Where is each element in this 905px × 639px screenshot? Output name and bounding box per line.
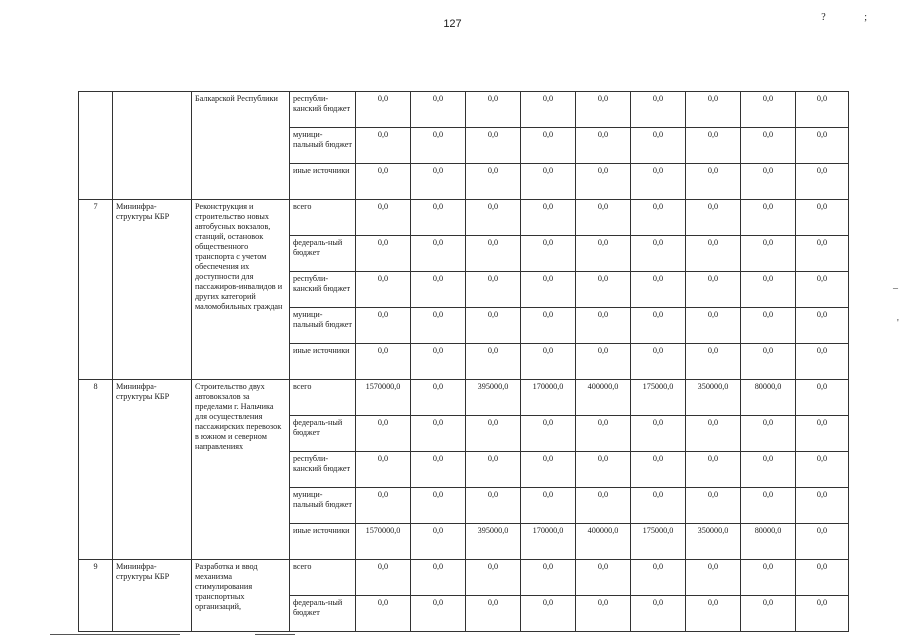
value-cell: 0,0 (466, 92, 521, 128)
value-cell: 0,0 (796, 452, 849, 488)
funding-source-cell: иные источники (290, 524, 356, 560)
measure-cell: Балкарской Республики (192, 92, 290, 200)
value-cell: 0,0 (631, 236, 686, 272)
value-cell: 0,0 (576, 308, 631, 344)
value-cell: 0,0 (356, 272, 411, 308)
value-cell: 0,0 (356, 308, 411, 344)
value-cell: 0,0 (466, 272, 521, 308)
value-cell: 0,0 (796, 380, 849, 416)
value-cell: 0,0 (356, 344, 411, 380)
value-cell: 0,0 (796, 200, 849, 236)
value-cell: 0,0 (686, 236, 741, 272)
value-cell: 0,0 (521, 128, 576, 164)
value-cell: 0,0 (631, 308, 686, 344)
value-cell: 0,0 (686, 128, 741, 164)
value-cell: 170000,0 (521, 380, 576, 416)
value-cell: 0,0 (411, 344, 466, 380)
executor-cell: Мининфра-структуры КБР (113, 560, 192, 632)
value-cell: 400000,0 (576, 524, 631, 560)
value-cell: 0,0 (576, 596, 631, 632)
executor-cell: Мининфра-структуры КБР (113, 200, 192, 380)
funding-source-cell: всего (290, 560, 356, 596)
row-number-cell (79, 92, 113, 200)
value-cell: 0,0 (686, 416, 741, 452)
value-cell: 0,0 (686, 452, 741, 488)
value-cell: 0,0 (686, 344, 741, 380)
value-cell: 0,0 (686, 200, 741, 236)
value-cell: 395000,0 (466, 380, 521, 416)
value-cell: 0,0 (741, 344, 796, 380)
value-cell: 0,0 (631, 452, 686, 488)
value-cell: 0,0 (466, 200, 521, 236)
value-cell: 0,0 (521, 200, 576, 236)
value-cell: 0,0 (411, 272, 466, 308)
value-cell: 0,0 (741, 200, 796, 236)
value-cell: 0,0 (521, 596, 576, 632)
table-body (79, 92, 849, 632)
value-cell: 0,0 (466, 560, 521, 596)
value-cell: 0,0 (631, 92, 686, 128)
value-cell: 0,0 (576, 92, 631, 128)
value-cell: 0,0 (631, 164, 686, 200)
value-cell: 0,0 (631, 560, 686, 596)
value-cell: 0,0 (411, 92, 466, 128)
value-cell: 0,0 (741, 164, 796, 200)
value-cell: 0,0 (576, 488, 631, 524)
funding-source-cell: республи-канский бюджет (290, 92, 356, 128)
value-cell: 0,0 (741, 308, 796, 344)
table-row (79, 380, 849, 416)
value-cell: 0,0 (796, 272, 849, 308)
value-cell: 0,0 (411, 236, 466, 272)
scan-artifact-line (50, 634, 180, 635)
funding-source-cell: иные источники (290, 164, 356, 200)
value-cell: 0,0 (411, 524, 466, 560)
table-row (79, 92, 849, 128)
value-cell: 0,0 (631, 200, 686, 236)
value-cell: 350000,0 (686, 380, 741, 416)
value-cell: 0,0 (741, 560, 796, 596)
funding-source-cell: республи-канский бюджет (290, 272, 356, 308)
value-cell: 0,0 (796, 344, 849, 380)
value-cell: 0,0 (741, 596, 796, 632)
funding-source-cell: республи-канский бюджет (290, 452, 356, 488)
value-cell: 0,0 (356, 488, 411, 524)
value-cell: 0,0 (356, 200, 411, 236)
value-cell: 0,0 (521, 416, 576, 452)
funding-source-cell: муници-пальный бюджет (290, 128, 356, 164)
value-cell: 0,0 (521, 560, 576, 596)
executor-cell: Мининфра-структуры КБР (113, 380, 192, 560)
value-cell: 0,0 (356, 92, 411, 128)
value-cell: 0,0 (411, 380, 466, 416)
value-cell: 0,0 (631, 416, 686, 452)
value-cell: 0,0 (741, 488, 796, 524)
value-cell: 0,0 (356, 452, 411, 488)
page-number: 127 (443, 18, 462, 30)
value-cell: 0,0 (631, 344, 686, 380)
value-cell: 0,0 (521, 344, 576, 380)
value-cell: 0,0 (796, 308, 849, 344)
budget-table (78, 91, 849, 632)
funding-source-cell: муници-пальный бюджет (290, 488, 356, 524)
table-row (79, 200, 849, 236)
value-cell: 0,0 (631, 488, 686, 524)
value-cell: 0,0 (741, 236, 796, 272)
value-cell: 0,0 (411, 308, 466, 344)
value-cell: 0,0 (796, 560, 849, 596)
value-cell: 0,0 (411, 452, 466, 488)
value-cell: 0,0 (466, 344, 521, 380)
value-cell: 0,0 (686, 164, 741, 200)
value-cell: 0,0 (796, 164, 849, 200)
executor-cell (113, 92, 192, 200)
value-cell: 0,0 (686, 488, 741, 524)
value-cell: 0,0 (466, 416, 521, 452)
value-cell: 1570000,0 (356, 380, 411, 416)
value-cell: 0,0 (796, 128, 849, 164)
value-cell: 0,0 (576, 128, 631, 164)
value-cell: 0,0 (796, 236, 849, 272)
value-cell: 0,0 (686, 560, 741, 596)
value-cell: 0,0 (466, 488, 521, 524)
value-cell: 350000,0 (686, 524, 741, 560)
measure-cell: Реконструкция и строительство новых автобусных вокзалов, станций, остановок общественного транспорта с учетом обеспечения их доступности для пассажиров-инвалидов и других категорий маломобильных граждан (192, 200, 290, 380)
funding-source-cell: всего (290, 380, 356, 416)
table-row (79, 560, 849, 596)
value-cell: 0,0 (686, 596, 741, 632)
value-cell: 0,0 (356, 128, 411, 164)
value-cell: 0,0 (796, 488, 849, 524)
value-cell: 0,0 (796, 596, 849, 632)
value-cell: 0,0 (741, 416, 796, 452)
value-cell: 0,0 (521, 92, 576, 128)
value-cell: 0,0 (741, 92, 796, 128)
value-cell: 395000,0 (466, 524, 521, 560)
value-cell: 0,0 (466, 596, 521, 632)
scan-artifact-line (255, 634, 295, 635)
value-cell: 0,0 (356, 416, 411, 452)
value-cell: 0,0 (741, 452, 796, 488)
value-cell: 0,0 (576, 560, 631, 596)
value-cell: 0,0 (466, 164, 521, 200)
value-cell: 0,0 (576, 452, 631, 488)
value-cell: 400000,0 (576, 380, 631, 416)
value-cell: 0,0 (466, 128, 521, 164)
value-cell: 0,0 (686, 92, 741, 128)
value-cell: 0,0 (356, 164, 411, 200)
value-cell: 0,0 (631, 596, 686, 632)
value-cell: 0,0 (356, 596, 411, 632)
value-cell: 0,0 (796, 92, 849, 128)
value-cell: 0,0 (576, 344, 631, 380)
value-cell: 0,0 (796, 524, 849, 560)
row-number-cell: 7 (79, 200, 113, 380)
value-cell: 175000,0 (631, 524, 686, 560)
scan-mark: – (893, 283, 898, 294)
funding-source-cell: федераль-ный бюджет (290, 596, 356, 632)
value-cell: 0,0 (411, 128, 466, 164)
value-cell: 1570000,0 (356, 524, 411, 560)
funding-source-cell: иные источники (290, 344, 356, 380)
value-cell: 0,0 (576, 200, 631, 236)
value-cell: 0,0 (576, 164, 631, 200)
value-cell: 0,0 (686, 308, 741, 344)
value-cell: 0,0 (411, 164, 466, 200)
value-cell: 0,0 (521, 452, 576, 488)
corner-marks: ? ; (821, 12, 885, 23)
value-cell: 0,0 (796, 416, 849, 452)
value-cell: 170000,0 (521, 524, 576, 560)
value-cell: 0,0 (521, 164, 576, 200)
funding-source-cell: муници-пальный бюджет (290, 308, 356, 344)
value-cell: 0,0 (521, 272, 576, 308)
value-cell: 0,0 (576, 272, 631, 308)
measure-cell: Разработка и ввод механизма стимулирования транспортных организаций, (192, 560, 290, 632)
value-cell: 0,0 (521, 488, 576, 524)
value-cell: 0,0 (466, 236, 521, 272)
value-cell: 0,0 (686, 272, 741, 308)
value-cell: 175000,0 (631, 380, 686, 416)
value-cell: 0,0 (411, 200, 466, 236)
value-cell: 0,0 (466, 308, 521, 344)
value-cell: 0,0 (576, 236, 631, 272)
value-cell: 80000,0 (741, 380, 796, 416)
value-cell: 0,0 (466, 452, 521, 488)
funding-source-cell: федераль-ный бюджет (290, 416, 356, 452)
row-number-cell: 8 (79, 380, 113, 560)
value-cell: 0,0 (631, 128, 686, 164)
value-cell: 0,0 (411, 560, 466, 596)
value-cell: 0,0 (576, 416, 631, 452)
value-cell: 0,0 (741, 272, 796, 308)
measure-cell: Строительство двух автовокзалов за пределами г. Нальчика для осуществления пассажирских перевозок в южном и северном направлениях (192, 380, 290, 560)
value-cell: 0,0 (356, 560, 411, 596)
funding-source-cell: всего (290, 200, 356, 236)
value-cell: 0,0 (356, 236, 411, 272)
value-cell: 0,0 (631, 272, 686, 308)
value-cell: 0,0 (411, 596, 466, 632)
value-cell: 0,0 (521, 236, 576, 272)
funding-source-cell: федераль-ный бюджет (290, 236, 356, 272)
value-cell: 0,0 (741, 128, 796, 164)
row-number-cell: 9 (79, 560, 113, 632)
value-cell: 0,0 (411, 416, 466, 452)
value-cell: 0,0 (521, 308, 576, 344)
value-cell: 0,0 (411, 488, 466, 524)
scan-mark: ' (897, 318, 899, 329)
value-cell: 80000,0 (741, 524, 796, 560)
